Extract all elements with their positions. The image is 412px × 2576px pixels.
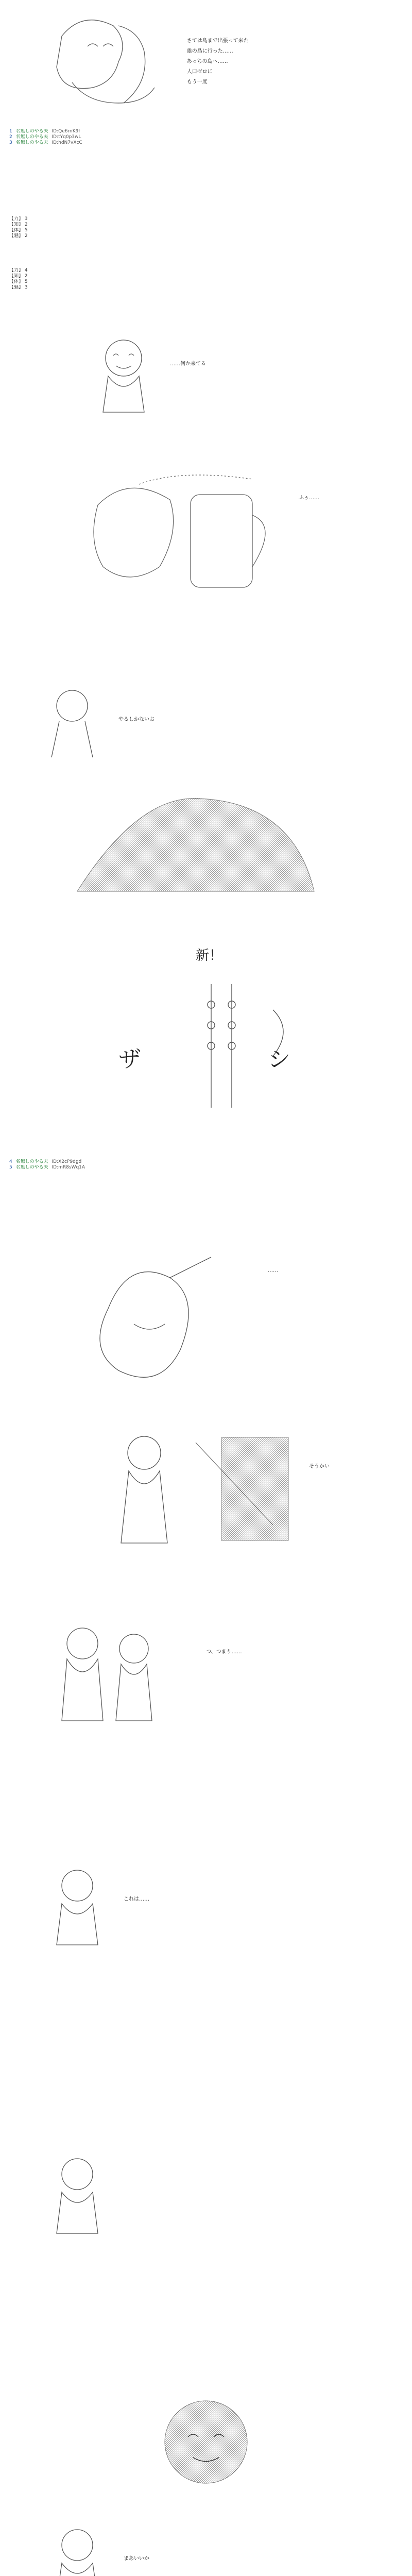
status-block (9, 268, 401, 291)
post-author: 名無しのやる夫 (15, 1165, 48, 1170)
status-block (9, 216, 401, 239)
status-line: 【魅】 3 (9, 285, 28, 290)
status-line: 【力】 3 (9, 216, 28, 222)
ascii-art-group (46, 1618, 191, 1731)
intro-text (180, 72, 208, 92)
kana-effect: ザ (118, 1046, 141, 1073)
speech-text: やるしかないお (118, 717, 154, 722)
status-line: 【魅】 2 (9, 233, 28, 239)
speech-text: つ、つまり…… (206, 1649, 242, 1655)
post-header (9, 140, 401, 146)
yaruo-small-figure (41, 685, 103, 762)
ascii-art-figure-top (41, 5, 175, 118)
speech-text: これは…… (124, 1896, 149, 1902)
post-id[interactable]: ID:X2cP9dgd (52, 1159, 82, 1164)
post-number[interactable]: 1 (9, 129, 12, 134)
status-line: 【体】 5 (9, 228, 28, 233)
intro-line: 雄の島に行った…… (186, 48, 233, 54)
sound-effect: 新！ (196, 948, 223, 963)
status-line: 【知】 2 (9, 222, 28, 227)
post-list (9, 129, 401, 146)
speech-text: …… (268, 1268, 278, 1274)
post-header (9, 134, 401, 140)
ascii-art-wave-scene (103, 1422, 319, 1556)
yaruo-figure (93, 335, 154, 417)
post-header (9, 129, 401, 134)
post-number[interactable]: 3 (9, 140, 12, 145)
post-author: 名無しのやる夫 (15, 140, 48, 145)
status-line: 【力】 4 (9, 268, 28, 273)
post-number[interactable]: 2 (9, 134, 12, 140)
speech-text: ……何か来てる (170, 361, 206, 367)
speech-text: ふぅ…… (299, 495, 319, 501)
ascii-art-warrior (77, 1247, 232, 1401)
speech-text: そうかい (309, 1464, 330, 1469)
ascii-art-landscape (72, 788, 319, 922)
post-author: 名無しのやる夫 (15, 134, 48, 140)
intro-line: さては島まで出張って来た (186, 38, 249, 44)
ascii-art-mug-scene (77, 464, 294, 608)
intro-line: 人口ゼロに (186, 69, 213, 75)
post-header (9, 1165, 401, 1171)
ascii-art-round-face (154, 2391, 258, 2494)
post-list (9, 1159, 401, 1171)
yaruo-standing-2 (46, 2154, 108, 2236)
post-id[interactable]: ID:mR8sWq1A (52, 1165, 85, 1170)
post-author: 名無しのやる夫 (15, 129, 48, 134)
post-header (9, 1159, 401, 1165)
intro-line: もう一度 (186, 79, 208, 85)
speech-text: まあいいか (124, 2556, 149, 2562)
post-id[interactable]: ID:Qe6rnK9f (52, 129, 80, 134)
yaruo-figure-3 (46, 2524, 108, 2576)
post-id[interactable]: ID:tYq0p3wL (52, 134, 81, 140)
post-number[interactable]: 5 (9, 1165, 12, 1170)
status-line: 【体】 5 (9, 279, 28, 284)
post-number[interactable]: 4 (9, 1159, 12, 1164)
intro-line: あっちの島へ…… (186, 59, 228, 64)
status-line: 【知】 2 (9, 274, 28, 279)
post-author: 名無しのやる夫 (15, 1159, 48, 1164)
yaruo-standing (46, 1865, 108, 1947)
kana-effect: シ (268, 1046, 290, 1073)
post-id[interactable]: ID:hdN7vXcC (52, 140, 82, 145)
